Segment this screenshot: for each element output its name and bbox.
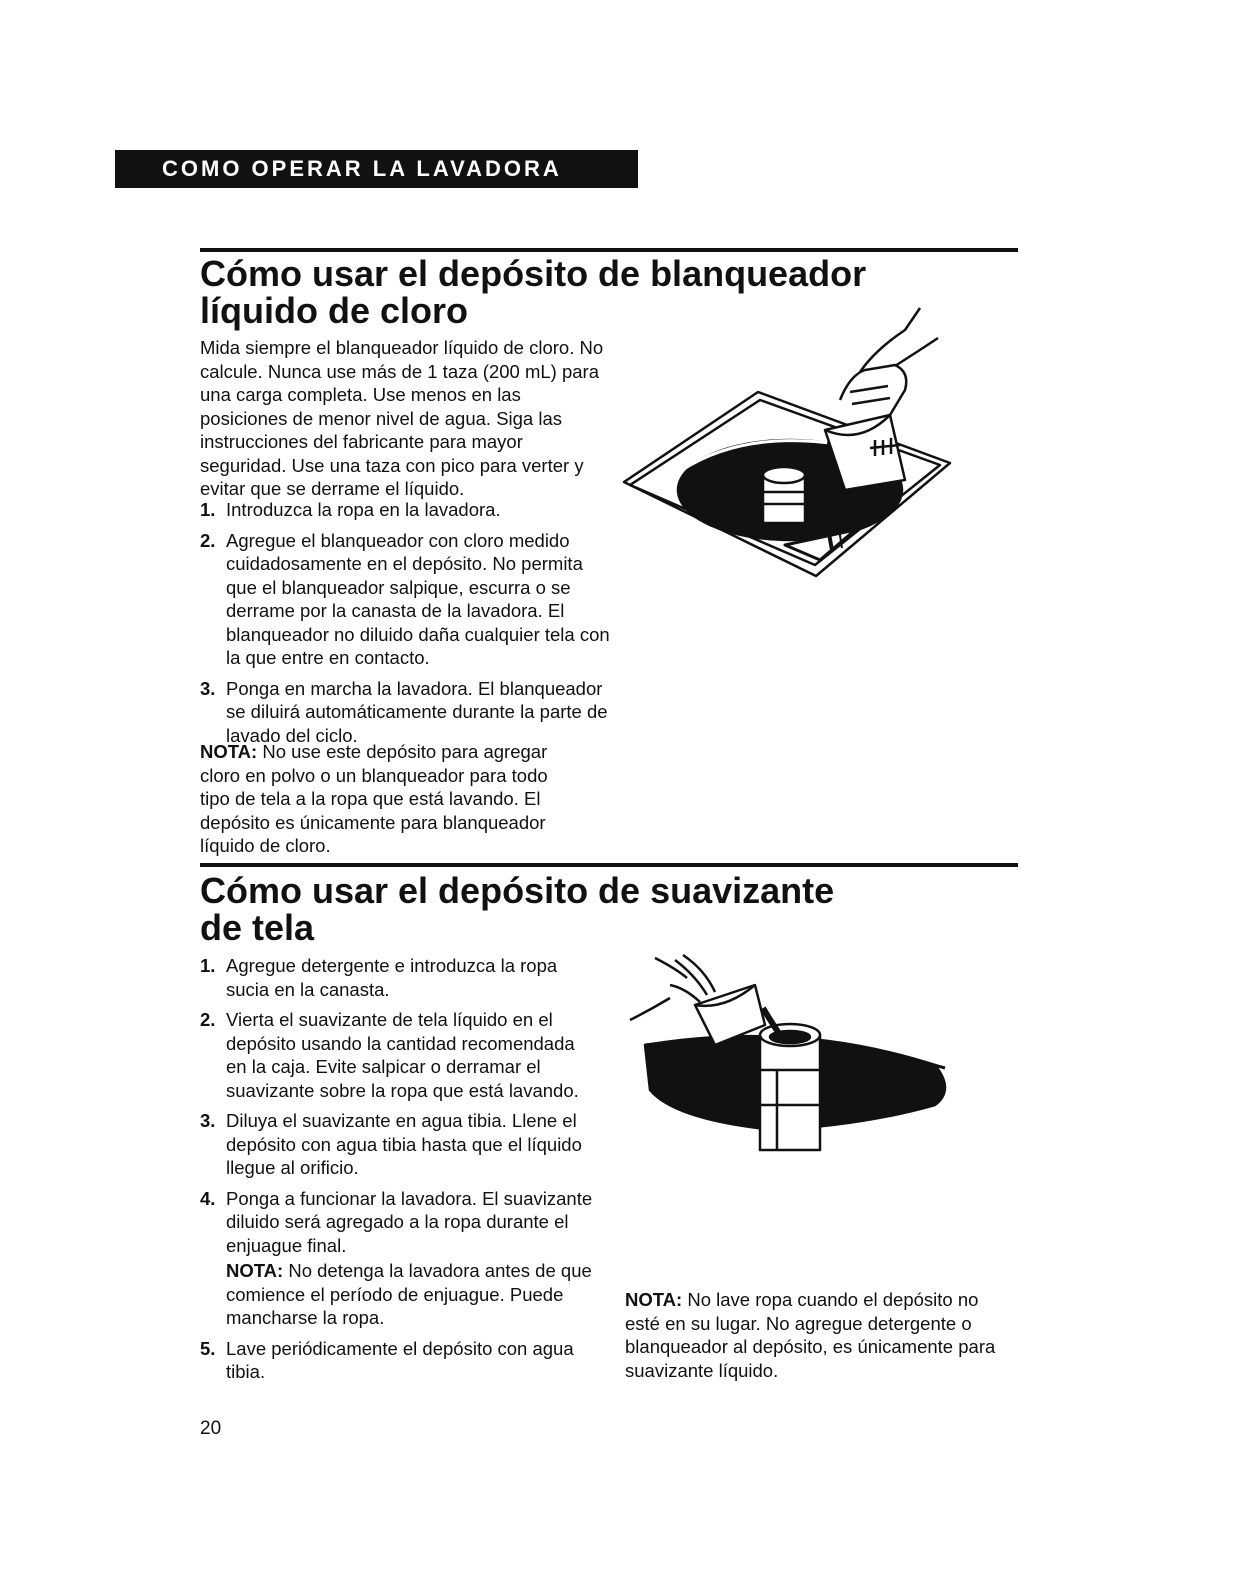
section-divider (200, 863, 1018, 867)
note-label: NOTA: (226, 1260, 284, 1281)
bleach-intro-text (200, 336, 610, 501)
list-item (200, 529, 610, 670)
step-number: 3. (200, 677, 216, 699)
note-text: No detenga la lavadora antes de que comience el período de enjuague. Puede mancharse la ropa. (226, 1260, 592, 1328)
step-number: 2. (200, 1009, 216, 1030)
bleach-steps-list (200, 498, 610, 754)
list-item (200, 677, 610, 748)
step-number: 3. (200, 1110, 216, 1131)
note-text: No lave ropa cuando el depósito no esté en su lugar. No agregue detergente o blanqueador al depósito, es únicamente para suavizante líquido. (625, 1289, 996, 1381)
heading-line: Cómo usar el depósito de suavizante (200, 870, 835, 911)
list-item (200, 1337, 600, 1384)
step-text: Vierta el suavizante de tela líquido en el depósito usando la cantidad recomendada en la caja. Evite salpicar o derramar el suavizante sobre la ropa que está lavando. (226, 1009, 579, 1101)
step-text: Ponga en marcha la lavadora. El blanqueador se diluirá automáticamente durante la parte de lavado del ciclo. (226, 677, 608, 746)
list-item (200, 498, 610, 522)
step-text: Lave periódicamente el depósito con agua tibia. (226, 1337, 574, 1382)
list-item (200, 954, 600, 1001)
step-number: 4. (200, 1187, 216, 1209)
step-number: 5. (200, 1337, 216, 1359)
bleach-note (200, 740, 580, 858)
step-text: Agregue detergente e introduzca la ropa sucia en la canasta. (226, 955, 558, 1000)
heading-line: líquido de cloro (200, 290, 468, 331)
note-label: NOTA: (625, 1289, 683, 1310)
softener-pouring-illustration (615, 950, 960, 1160)
list-item (200, 1008, 600, 1102)
step-number: 1. (200, 499, 216, 520)
softener-dispenser-heading (200, 872, 834, 946)
heading-line: Cómo usar el depósito de blanqueador (200, 253, 867, 294)
softener-steps-list (200, 954, 600, 1391)
page-number: 20 (200, 1418, 222, 1439)
bleach-pouring-illustration (620, 280, 960, 590)
heading-line: de tela (200, 907, 315, 948)
section-banner: COMO OPERAR LA LAVADORA (115, 150, 638, 188)
step-text: Agregue el blanqueador con cloro medido cuidadosamente en el depósito. No permita que el blanqueador salpique, escurra o se derrame por la canasta de la lavadora. El blanqueador no diluido daña cualquier tela con la que entre en contacto. (226, 529, 610, 668)
section-divider (200, 248, 1018, 252)
list-item (200, 1187, 600, 1330)
step-note (226, 1259, 600, 1330)
step-text: Diluya el suavizante en agua tibia. Llene el depósito con agua tibia hasta que el líquido llegue al orificio. (226, 1110, 582, 1178)
note-text: No use este depósito para agregar cloro en polvo o un blanqueador para todo tipo de tela a la ropa que está lavando. El depósito es únicamente para blanqueador líquido de cloro. (200, 741, 548, 856)
list-item (200, 1109, 600, 1180)
step-text: Ponga a funcionar la lavadora. El suavizante diluido será agregado a la ropa durante el enjuague final. (226, 1187, 593, 1256)
intro-paragraph: Mida siempre el blanqueador líquido de cloro. No calcule. Nunca use más de 1 taza (200 mL) para una carga completa. Use menos en las posiciones de menor nivel de agua. Siga las instrucciones del fabricante para mayor seguridad. Use una taza con pico para verter y evitar que se derrame el líquido. (200, 337, 604, 499)
softener-side-note (625, 1288, 1015, 1382)
note-label: NOTA: (200, 741, 258, 762)
step-text: Introduzca la ropa en la lavadora. (226, 499, 501, 520)
step-number: 2. (200, 529, 216, 551)
step-number: 1. (200, 955, 216, 976)
